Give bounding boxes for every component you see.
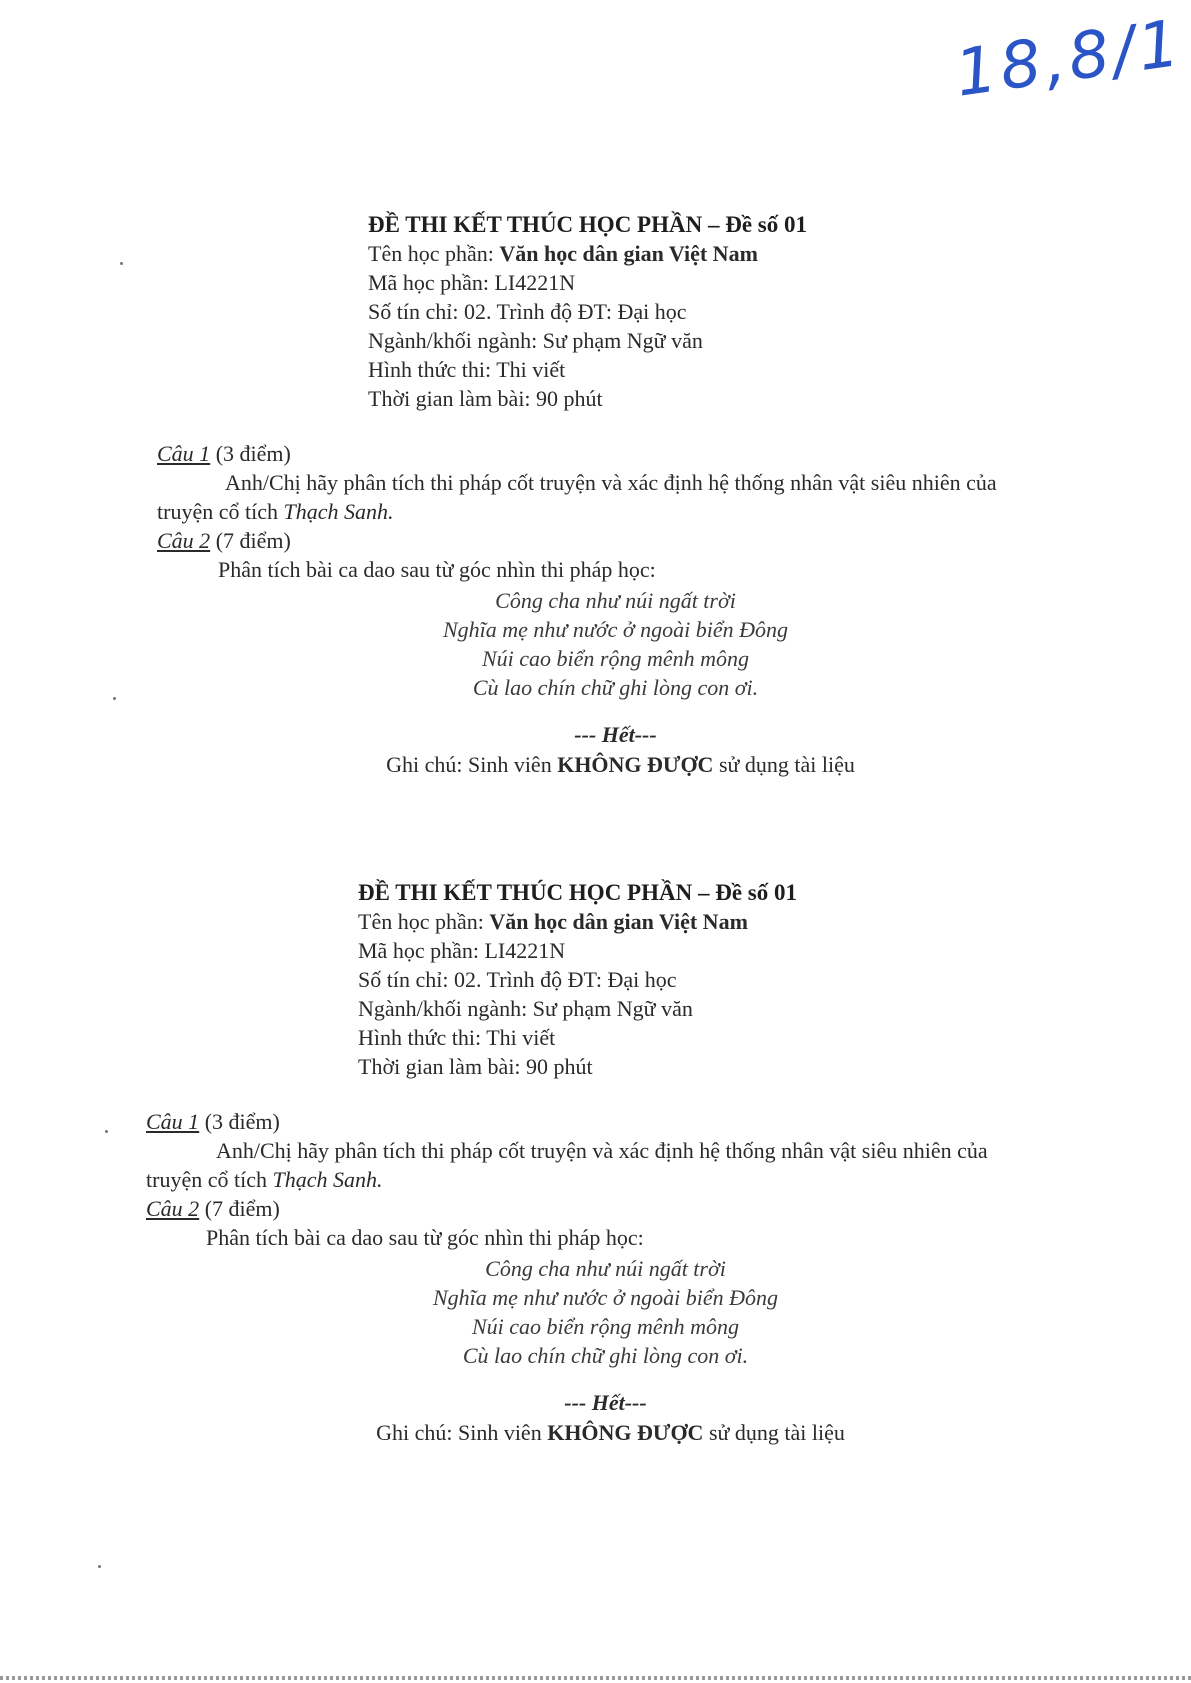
exam-note <box>50 752 1191 778</box>
exam-note <box>30 1420 1191 1446</box>
question-2-points: (7 điểm) <box>210 528 291 553</box>
course-name: Văn học dân gian Việt Nam <box>489 909 748 934</box>
question-1-text: Anh/Chị hãy phân tích thi pháp cốt truyện và xác định hệ thống nhân vật siêu nhiên của truyện cổ tích <box>146 1138 988 1192</box>
course-code: Mã học phần: LI4221N <box>368 270 576 295</box>
end-marker: --- Hết--- <box>564 1390 647 1415</box>
verse-line: Công cha như núi ngất trời <box>485 1256 726 1281</box>
question-2 <box>0 1194 1191 1252</box>
exam-duration: Thời gian làm bài: 90 phút <box>368 386 603 411</box>
major: Ngành/khối ngành: Sư phạm Ngữ văn <box>358 996 693 1021</box>
exam-format: Hình thức thi: Thi viết <box>368 357 566 382</box>
credits-level: Số tín chỉ: 02. Trình độ ĐT: Đại học <box>358 967 677 992</box>
scan-edge <box>0 1676 1191 1680</box>
verse-line: Nghĩa mẹ như nước ở ngoài biển Đông <box>442 617 789 642</box>
exam-header <box>368 210 1191 413</box>
course-name-label: Tên học phần: <box>368 241 500 266</box>
story-title: Thạch Sanh. <box>283 499 394 524</box>
note-prefix: Ghi chú: Sinh viên <box>376 1420 548 1445</box>
question-2-text: Phân tích bài ca dao sau từ góc nhìn thi pháp học: <box>218 557 656 582</box>
exam-duration: Thời gian làm bài: 90 phút <box>358 1054 593 1079</box>
exam-header <box>358 878 1191 1081</box>
question-1-points: (3 điểm) <box>199 1109 280 1134</box>
note-suffix: sử dụng tài liệu <box>703 1420 845 1445</box>
question-2-label: Câu 2 <box>157 528 211 553</box>
folk-poem <box>20 1254 1191 1370</box>
scan-speck <box>120 262 123 265</box>
course-code: Mã học phần: LI4221N <box>358 938 566 963</box>
exam-title: ĐỀ THI KẾT THÚC HỌC PHẦN – Đề số 01 <box>368 212 807 237</box>
verse-line: Công cha như núi ngất trời <box>495 588 736 613</box>
question-1-points: (3 điểm) <box>210 441 291 466</box>
question-2 <box>0 526 1191 584</box>
question-1-label: Câu 1 <box>146 1109 200 1134</box>
verse-line: Nghĩa mẹ như nước ở ngoài biển Đông <box>432 1285 779 1310</box>
exam-format: Hình thức thi: Thi viết <box>358 1025 556 1050</box>
question-1 <box>0 439 1191 526</box>
question-2-heading <box>146 1194 1191 1223</box>
question-1-body <box>157 468 1017 526</box>
verse-line: Núi cao biển rộng mênh mông <box>471 1314 740 1339</box>
question-1-body <box>146 1136 1006 1194</box>
note-emphasis: KHÔNG ĐƯỢC <box>547 1420 704 1445</box>
course-name-line <box>368 239 1191 268</box>
exam-title: ĐỀ THI KẾT THÚC HỌC PHẦN – Đề số 01 <box>358 880 797 905</box>
question-1 <box>0 1107 1191 1194</box>
scan-speck <box>98 1565 101 1568</box>
course-name-label: Tên học phần: <box>358 909 490 934</box>
scan-speck <box>113 697 116 700</box>
note-prefix: Ghi chú: Sinh viên <box>386 752 558 777</box>
note-suffix: sử dụng tài liệu <box>713 752 855 777</box>
question-1-text: Anh/Chị hãy phân tích thi pháp cốt truyện và xác định hệ thống nhân vật siêu nhiên của truyện cổ tích <box>157 470 997 524</box>
course-name: Văn học dân gian Việt Nam <box>499 241 758 266</box>
question-1-label: Câu 1 <box>157 441 211 466</box>
scan-speck <box>105 1130 108 1133</box>
question-1-heading <box>146 1107 1191 1136</box>
story-title: Thạch Sanh. <box>272 1167 383 1192</box>
exam-copy-2 <box>0 878 1191 1446</box>
question-2-label: Câu 2 <box>146 1196 200 1221</box>
question-2-text: Phân tích bài ca dao sau từ góc nhìn thi pháp học: <box>206 1225 644 1250</box>
exam-copy-1 <box>0 210 1191 778</box>
folk-poem <box>40 586 1191 702</box>
verse-line: Núi cao biển rộng mênh mông <box>481 646 750 671</box>
note-emphasis: KHÔNG ĐƯỢC <box>557 752 714 777</box>
credits-level: Số tín chỉ: 02. Trình độ ĐT: Đại học <box>368 299 687 324</box>
question-2-heading <box>157 526 1191 555</box>
end-marker: --- Hết--- <box>574 722 657 747</box>
major: Ngành/khối ngành: Sư phạm Ngữ văn <box>368 328 703 353</box>
question-2-points: (7 điểm) <box>199 1196 280 1221</box>
question-1-heading <box>157 439 1191 468</box>
verse-line: Cù lao chín chữ ghi lòng con ơi. <box>462 1343 749 1368</box>
handwritten-annotation: 18,8/1 <box>950 6 1188 112</box>
course-name-line <box>358 907 1191 936</box>
verse-line: Cù lao chín chữ ghi lòng con ơi. <box>472 675 759 700</box>
